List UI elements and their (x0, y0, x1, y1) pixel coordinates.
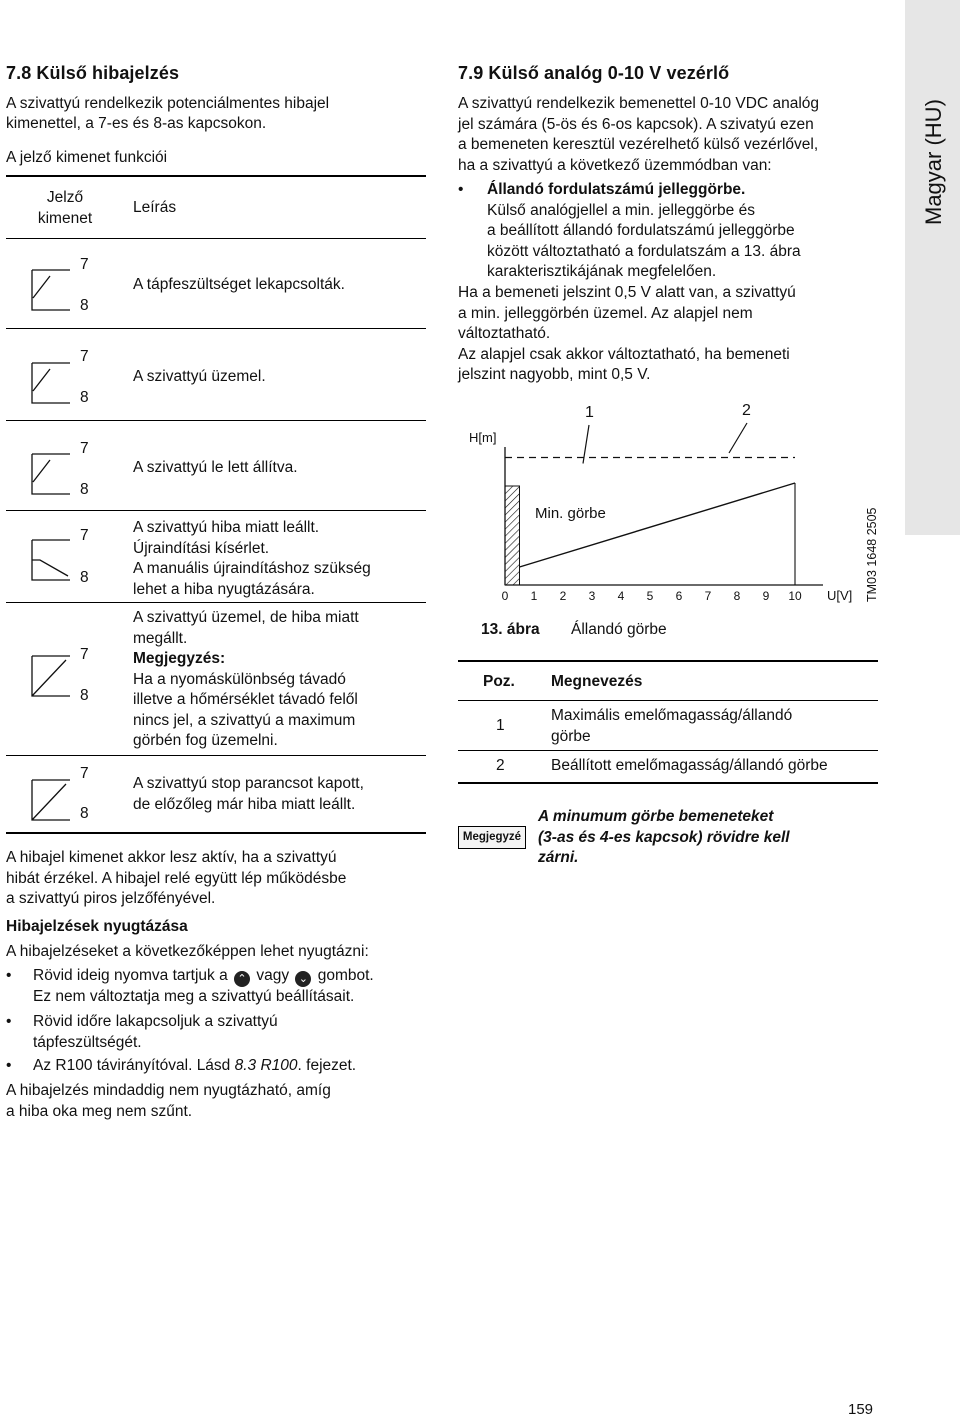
row-5-note-line-3: nincs jel, a szivattyú a maximum (133, 711, 356, 729)
callout-1-leader (583, 425, 589, 464)
relay-symbol-row-5 (30, 648, 70, 703)
section-title-7-9: 7.9 Külső analóg 0-10 V vezérlő (458, 63, 730, 83)
right-bullet-line-3: között változtatható a fordulatszám a 13. ábra (487, 242, 801, 260)
x-tick-label: 0 (501, 589, 509, 603)
relay-symbol-row-4 (30, 532, 70, 587)
figure-caption-text: Állandó görbe (571, 621, 667, 638)
right-bullet-line-1: Külső analógjellel a min. jelleggörbe és (487, 201, 755, 219)
ack-bullet-1-or: vagy (256, 967, 290, 984)
bullet-mark: • (6, 967, 12, 984)
page-number: 159 (848, 1401, 874, 1418)
callout-1: 1 (585, 404, 594, 421)
row-5-description (133, 608, 359, 752)
terminal-8-row-2: 8 (80, 389, 89, 406)
right-para-2-line-1: Ha a bemeneti jelszint 0,5 V alatt van, a szivattyú (458, 284, 796, 301)
closing-line-1: A hibajelzés mindaddig nem nyugtázható, amíg (6, 1082, 331, 1099)
x-tick-label: 3 (588, 589, 596, 603)
legend-top-rule (458, 660, 878, 662)
relay-symbol-row-1 (30, 262, 70, 317)
ack-intro: A hibajelzéseket a következőképpen lehet nyugtázni: (6, 943, 369, 960)
min-curve-label: Min. görbe (535, 505, 606, 522)
row-4-description (133, 518, 371, 600)
ack-bullet-3 (33, 1056, 356, 1077)
row-5-note-line-1: Ha a nyomáskülönbség távadó (133, 670, 346, 688)
x-tick-label: 10 (788, 589, 802, 603)
legend-name-1-line-1: Maximális emelőmagasság/állandó (551, 707, 793, 724)
row-6-description (133, 774, 364, 815)
table-header-rule (6, 238, 426, 239)
callout-2-leader (729, 423, 747, 453)
figure-caption-number: 13. ábra (481, 621, 540, 638)
row-5-note-line-4: görbén fog üzemelni. (133, 732, 278, 749)
after-table-line-1: A hibajel kimenet akkor lesz aktív, ha a szivattyú (6, 849, 337, 866)
terminal-7-row-6: 7 (80, 765, 89, 782)
x-tick-label: 6 (675, 589, 683, 603)
right-para-2-line-3: változtatható. (458, 325, 551, 342)
language-label-text: Magyar (HU) (921, 99, 946, 225)
x-axis-label: U[V] (827, 588, 853, 603)
note-text-line-1: A minumum görbe bemeneteket (538, 808, 774, 825)
x-tick-label: 7 (704, 589, 712, 603)
terminal-7-row-1: 7 (80, 256, 89, 273)
table-top-rule (6, 175, 426, 177)
ack-bullet-2 (33, 1012, 278, 1053)
ack-bullet-2-line-1: Rövid időre lakapcsoljuk a szivattyú (33, 1013, 278, 1030)
figure-id-box (860, 490, 882, 605)
x-tick-label: 4 (617, 589, 625, 603)
row-divider (6, 602, 426, 603)
row-divider (6, 420, 426, 421)
row-5-note-label: Megjegyzés: (133, 650, 226, 667)
ack-bullet-1 (33, 966, 374, 1008)
x-tick-label: 8 (733, 589, 741, 603)
right-bullet (487, 180, 801, 283)
ack-title: Hibajelzések nyugtázása (6, 918, 188, 935)
row-2-description: A szivattyú üzemel. (133, 368, 266, 385)
terminal-8-row-5: 8 (80, 687, 89, 704)
right-para-2 (458, 283, 796, 386)
bullet-mark: • (6, 1013, 12, 1030)
x-tick-label: 5 (646, 589, 654, 603)
min-zone-hatch (505, 486, 520, 585)
row-4-line-2: Újraindítási kísérlet. (133, 539, 270, 557)
note-text (538, 807, 790, 869)
row-3-description: A szivattyú le lett állítva. (133, 459, 298, 476)
y-axis-label: H[m] (469, 430, 497, 445)
right-intro-line-4: ha a szivattyú a következő üzemmódban van: (458, 156, 772, 174)
terminal-8-row-4: 8 (80, 569, 89, 586)
right-para-2-line-2: a min. jelleggörbén üzemel. Az alapjel nem (458, 304, 753, 322)
constant-curve-chart (455, 395, 895, 615)
row-5-line-1: A szivattyú üzemel, de hiba miatt (133, 609, 359, 626)
note-icon: Megjegyzé (458, 826, 526, 849)
terminal-7-row-2: 7 (80, 348, 89, 365)
ack-bullet-3-text: Az R100 távirányítóval. Lásd (33, 1057, 235, 1074)
right-intro (458, 94, 819, 176)
figure-id-text: TM03 1648 2505 (865, 507, 879, 602)
legend-row-rule (458, 750, 878, 751)
after-table-line-3: a szivattyú piros jelzőfényével. (6, 890, 216, 907)
ack-bullet-1-end: gombot. (317, 967, 374, 984)
series-line-2 (520, 483, 796, 567)
note-text-line-2: (3-as és 4-es kapcsok) rövidre kell (538, 828, 790, 846)
table-header-output-line-1: Jelző (46, 189, 84, 206)
section-title-7-8: 7.8 Külső hibajelzés (6, 63, 180, 83)
closing-text (6, 1081, 331, 1122)
table-header-description: Leírás (133, 199, 177, 216)
ack-bullet-1-text: Rövid ideig nyomva tartjuk a (33, 967, 228, 984)
language-tab-label (905, 75, 960, 235)
row-divider (6, 510, 426, 511)
ack-bullet-2-line-2: tápfeszültségét. (33, 1033, 142, 1051)
terminal-7-row-3: 7 (80, 440, 89, 457)
relay-symbol-row-3 (30, 446, 70, 501)
closing-line-2: a hiba oka meg nem szűnt. (6, 1102, 193, 1120)
right-intro-line-2: jel számára (5-ös és 6-os kapcsok). A szivatyú ezen (458, 115, 814, 133)
bullet-mark: • (458, 181, 464, 198)
row-6-line-2: de előzőleg már hiba miatt leállt. (133, 795, 356, 813)
terminal-8-row-1: 8 (80, 297, 89, 314)
right-intro-line-3: a bemeneten keresztül vezérelhető külső vezérlővel, (458, 136, 819, 153)
legend-header-name: Megnevezés (551, 673, 643, 690)
up-button-icon[interactable]: ⌃ (234, 971, 250, 987)
down-button-icon[interactable]: ⌄ (295, 971, 311, 987)
table-header-output (30, 188, 100, 229)
after-table-line-2: hibát érzékel. A hibajel relé együtt lép működésbe (6, 869, 347, 887)
row-1-description: A tápfeszültséget lekapcsolták. (133, 276, 345, 293)
relay-symbol-row-6 (30, 772, 70, 827)
intro-line-2: kimenettel, a 7-es és 8-as kapcsokon. (6, 115, 267, 132)
row-divider (6, 755, 426, 756)
right-bullet-line-4: karakterisztikájának megfelelően. (487, 263, 717, 280)
row-5-line-2: megállt. (133, 629, 188, 647)
right-bullet-title: Állandó fordulatszámú jelleggörbe. (487, 181, 746, 198)
right-bullet-line-2: a beállított állandó fordulatszámú jelleggörbe (487, 222, 795, 239)
table-bottom-rule (6, 832, 426, 834)
terminal-7-row-4: 7 (80, 527, 89, 544)
note-text-line-3: zárni. (538, 849, 579, 866)
terminal-8-row-6: 8 (80, 805, 89, 822)
x-tick-label: 2 (559, 589, 567, 603)
legend-pos-2: 2 (496, 757, 505, 774)
functions-subtitle: A jelző kimenet funkciói (6, 149, 168, 166)
section-reference-link[interactable]: 8.3 R100 (234, 1057, 298, 1074)
legend-header-pos: Poz. (483, 673, 515, 690)
right-para-2-line-5: jelszint nagyobb, mint 0,5 V. (458, 366, 651, 383)
row-4-line-1: A szivattyú hiba miatt leállt. (133, 519, 320, 536)
row-4-line-3: A manuális újraindításhoz szükség (133, 560, 371, 577)
x-tick-label: 1 (530, 589, 538, 603)
legend-bottom-rule (458, 782, 878, 784)
after-table-text (6, 848, 346, 910)
legend-name-2: Beállított emelőmagasság/állandó görbe (551, 757, 828, 774)
row-5-note-line-2: illetve a hőmérséklet távadó felől (133, 691, 358, 708)
ack-bullet-1-line-2: Ez nem változtatja meg a szivattyú beállításait. (33, 988, 355, 1005)
row-6-line-1: A szivattyú stop parancsot kapott, (133, 775, 364, 792)
legend-pos-1: 1 (496, 717, 505, 734)
ack-bullet-3-end: . fejezet. (297, 1057, 357, 1074)
callout-2: 2 (742, 402, 751, 419)
intro-line-1: A szivattyú rendelkezik potenciálmentes hibajel (6, 95, 330, 112)
relay-symbol-row-2 (30, 355, 70, 410)
row-4-line-4: lehet a hiba nyugtázására. (133, 580, 315, 598)
legend-name-1-line-2: görbe (551, 727, 591, 745)
table-header-output-line-2: kimenet (37, 209, 93, 227)
terminal-8-row-3: 8 (80, 481, 89, 498)
legend-header-rule (458, 700, 878, 701)
bullet-mark: • (6, 1057, 12, 1074)
row-divider (6, 328, 426, 329)
terminal-7-row-5: 7 (80, 646, 89, 663)
right-para-2-line-4: Az alapjel csak akkor változtatható, ha bemeneti (458, 345, 790, 363)
legend-name-1 (551, 706, 792, 747)
right-intro-line-1: A szivattyú rendelkezik bemenettel 0-10 VDC analóg (458, 95, 820, 112)
x-tick-label: 9 (762, 589, 770, 603)
